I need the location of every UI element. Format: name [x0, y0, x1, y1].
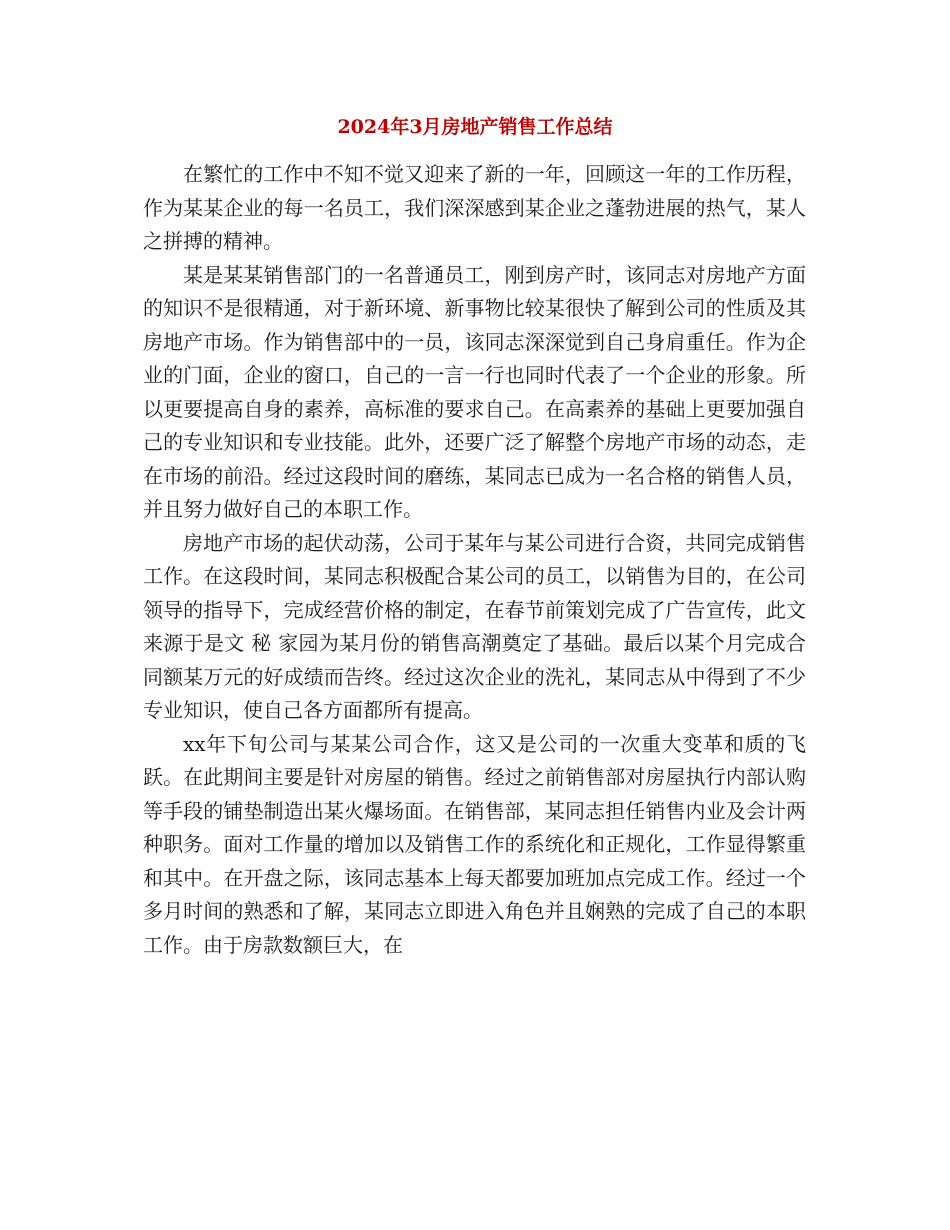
paragraph-joint-venture: 房地产市场的起伏动荡，公司于某年与某公司进行合资，共同完成销售工作。在这段时间，某同志积极配合某公司的员工，以销售为目的，在公司领导的指导下，完成经营价格的制定，在春节前策划完成了广告宣传，此文来源于是文 秘 家园为某月份的销售高潮奠定了基础。最后以某个月完成合同额某万元的好成绩而告终。经过这次企业的洗礼，某同志从中得到了不少专业知识，使自己各方面都所有提高。	[143, 530, 806, 722]
paragraph-employee-growth: 某是某某销售部门的一名普通员工，刚到房产时，该同志对房地产方面的知识不是很精通，对于新环境、新事物比较某很快了解到公司的性质及其房地产市场。作为销售部中的一员，该同志深深觉到自己身肩重任。作为企业的门面，企业的窗口，自己的一言一行也同时代表了一个企业的形象。所以更要提高自身的素养，高标准的要求自己。在高素养的基础上更要加强自己的专业知识和专业技能。此外，还要广泛了解整个房地产市场的动态，走在市场的前沿。经过这段时间的磨练，某同志已成为一名合格的销售人员，并且努力做好自己的本职工作。	[143, 262, 806, 521]
paragraph-cooperation: xx年下旬公司与某某公司合作，这又是公司的一次重大变革和质的飞跃。在此期间主要是针对房屋的销售。经过之前销售部对房屋执行内部认购等手段的铺垫制造出某火爆场面。在销售部，某同志担任销售内业及会计两种职务。面对工作量的增加以及销售工作的系统化和正规化，工作显得繁重和其中。在开盘之际，该同志基本上每天都要加班加点完成工作。经过一个多月时间的熟悉和了解，某同志立即进入角色并且娴熟的完成了自己的本职工作。由于房款数额巨大，在	[143, 731, 806, 957]
paragraph-intro: 在繁忙的工作中不知不觉又迎来了新的一年，回顾这一年的工作历程，作为某某企业的每一名员工，我们深深感到某企业之蓬勃进展的热气，某人之拼搏的精神。	[143, 162, 806, 253]
document-title: 2024年3月房地产销售工作总结	[337, 116, 613, 138]
document-body	[143, 158, 806, 962]
